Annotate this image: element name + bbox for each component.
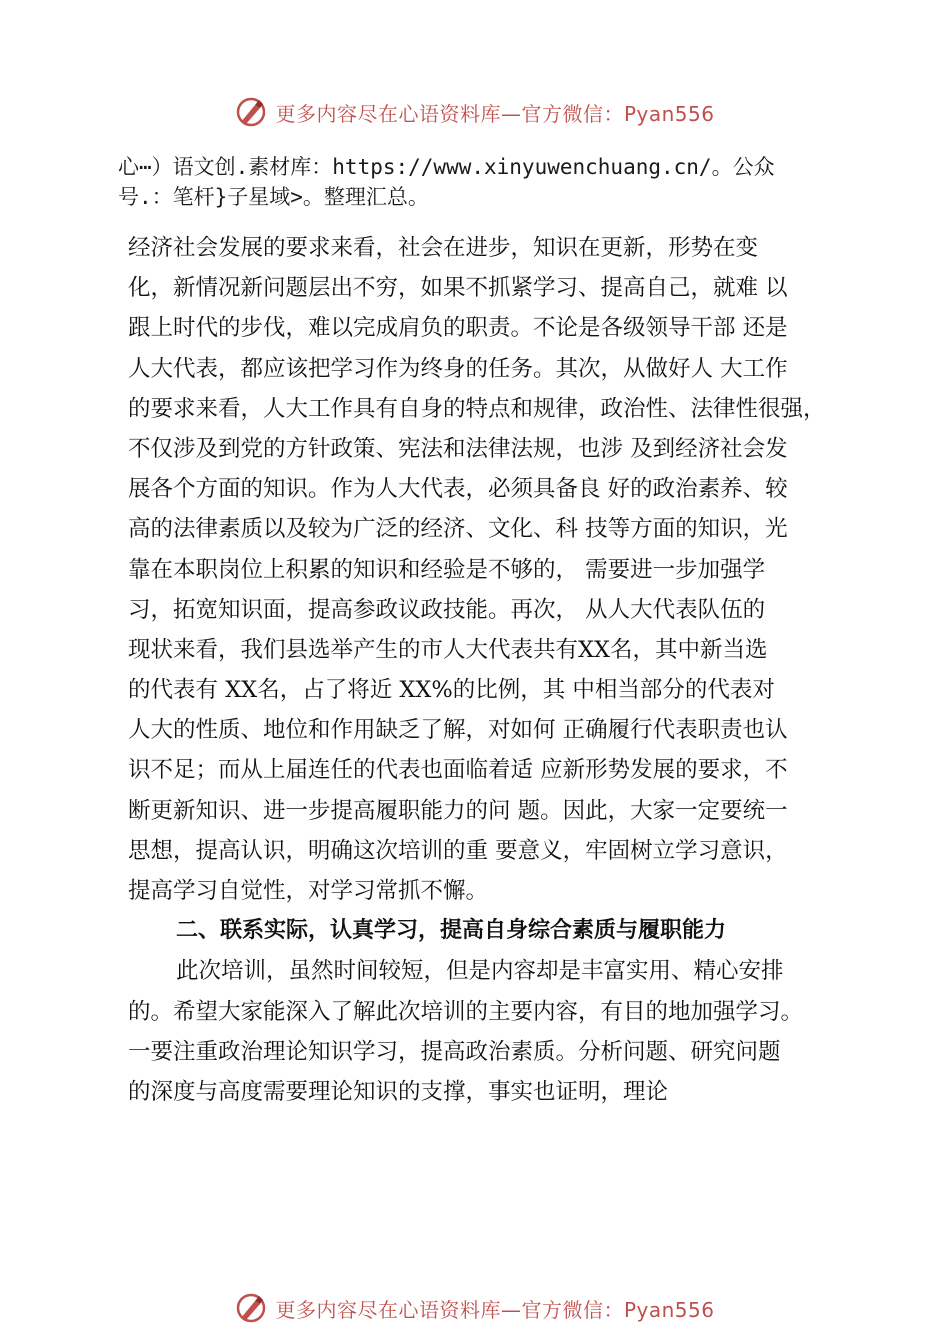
source-note bbox=[118, 152, 878, 212]
body-line: 不仅涉及到党的方针政策、宪法和法律法规，也涉 及到经济社会发 bbox=[128, 435, 788, 462]
footer-banner-main: 更多内容尽在心语资料库 bbox=[275, 1297, 501, 1322]
body-line: 化，新情况新问题层出不穷，如果不抓紧学习、提高自己，就难 以 bbox=[128, 275, 788, 302]
footer-banner-wechat: 官方微信：Pyan556 bbox=[521, 1297, 715, 1322]
body-line: 人大代表，都应该把学习作为终身的任务。其次，从做好人 大工作 bbox=[128, 355, 788, 382]
body-line: 习，拓宽知识面，提高参政议政技能。再次， 从人大代表队伍的 bbox=[128, 596, 766, 623]
header-banner-wechat: 官方微信：Pyan556 bbox=[521, 101, 715, 126]
body-line: 跟上时代的步伐，难以完成肩负的职责。不论是各级领导干部 还是 bbox=[128, 315, 788, 342]
header-banner-text bbox=[275, 98, 714, 127]
footer-banner bbox=[0, 1288, 950, 1328]
source-note-line-2: 号.：笔杆}子星域>。整理汇总。 bbox=[118, 185, 429, 209]
body-line: 思想，提高认识，明确这次培训的重 要意义，牢固树立学习意识， bbox=[128, 837, 788, 864]
body-line: 靠在本职岗位上积累的知识和经验是不够的， 需要进一步加强学 bbox=[128, 556, 766, 583]
body-line: 的代表有 XX名，占了将近 XX%的比例，其 中相当部分的代表对 bbox=[128, 677, 775, 704]
header-banner-sep: — bbox=[500, 101, 522, 126]
body-line: 此次培训，虽然时间较短，但是内容却是丰富实用、精心安排 bbox=[176, 958, 784, 985]
pen-quill-logo-icon bbox=[235, 96, 267, 128]
footer-banner-text bbox=[275, 1294, 714, 1323]
body-line: 识不足；而从上届连任的代表也面临着适 应新形势发展的要求，不 bbox=[128, 757, 788, 784]
body-line: 展各个方面的知识。作为人大代表，必须具备良 好的政治素养、较 bbox=[128, 476, 788, 503]
body-line: 人大的性质、地位和作用缺乏了解，对如何 正确履行代表职责也认 bbox=[128, 717, 788, 744]
source-note-line-1: 心⋯）语文创.素材库：https://www.xinyuwenchuang.cn/。公众 bbox=[118, 155, 775, 179]
document-body bbox=[128, 228, 888, 1112]
body-line: 的。希望大家能深入了解此次培训的主要内容，有目的地加强学习。 bbox=[128, 998, 804, 1025]
body-line: 经济社会发展的要求来看，社会在进步，知识在更新，形势在变 bbox=[128, 235, 759, 261]
header-banner-main: 更多内容尽在心语资料库 bbox=[275, 101, 501, 126]
body-line: 提高学习自觉性，对学习常抓不懈。 bbox=[128, 878, 489, 904]
body-line: 高的法律素质以及较为广泛的经济、文化、科 技等方面的知识，光 bbox=[128, 516, 788, 543]
body-line: 现状来看，我们县选举产生的市人大代表共有XX名，其中新当选 bbox=[128, 636, 768, 663]
pen-quill-logo-icon bbox=[235, 1292, 267, 1324]
body-line: 一要注重政治理论知识学习，提高政治素质。分析问题、研究问题 bbox=[128, 1038, 781, 1065]
section-heading: 二、联系实际，认真学习，提高自身综合素质与履职能力 bbox=[176, 918, 727, 944]
body-line: 的深度与高度需要理论知识的支撑，事实也证明，理论 bbox=[128, 1078, 669, 1105]
body-line: 的要求来看，人大工作具有自身的特点和规律，政治性、法律性很强， bbox=[128, 395, 826, 422]
body-line: 断更新知识、进一步提高履职能力的问 题。因此，大家一定要统一 bbox=[128, 797, 788, 824]
header-banner bbox=[0, 92, 950, 132]
footer-banner-sep: — bbox=[500, 1297, 522, 1322]
